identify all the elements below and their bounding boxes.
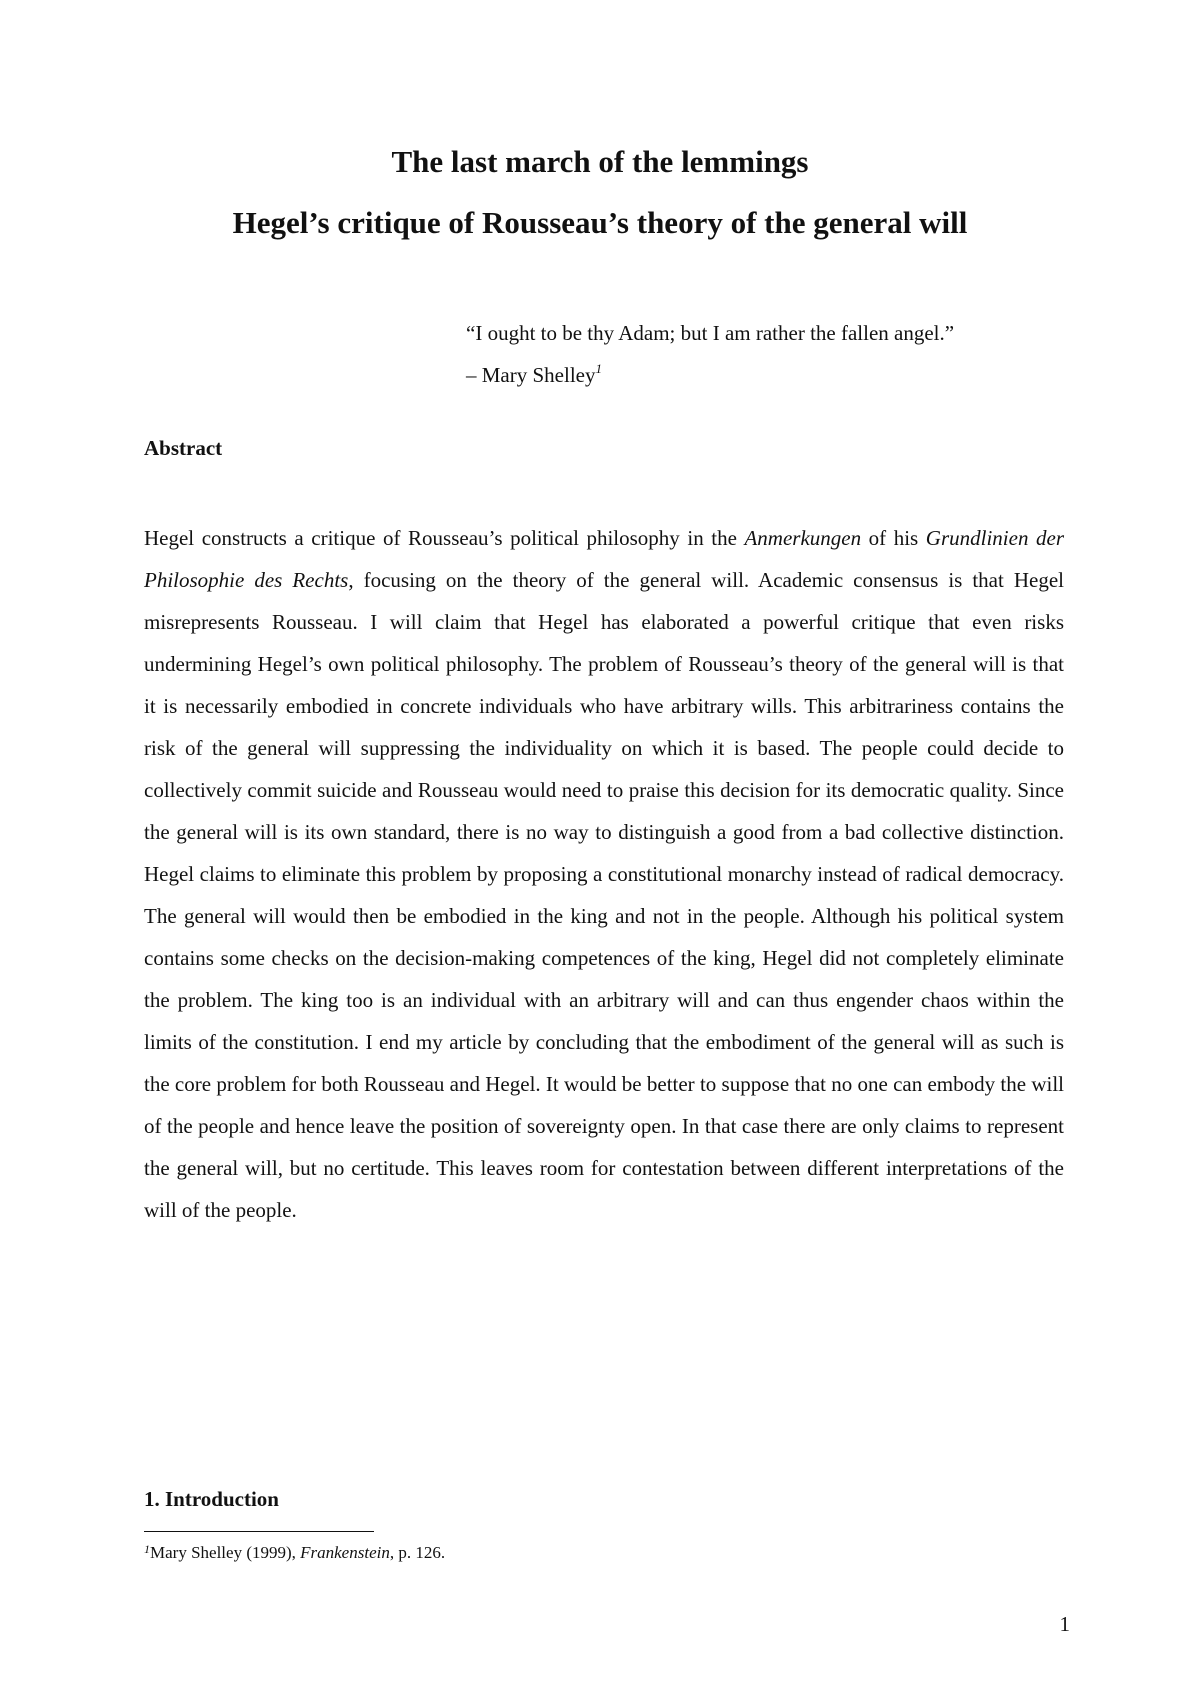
epigraph-attribution-line [466, 354, 954, 396]
abstract-text-rest: , focusing on the theory of the general will. Academic consensus is that Hegel misrepresents Rousseau. I will claim that Hegel has elaborated a powerful critique that even risks undermining Hegel’s own political philosophy. The problem of Rousseau’s theory of the general will is that it is necessarily embodied in concrete individuals who have arbitrary wills. This arbitrariness contains the risk of the general will suppressing the individuality on which it is based. The people could decide to collectively commit suicide and Rousseau would need to praise this decision for its democratic quality. Since the general will is its own standard, there is no way to distinguish a good from a bad collective distinction. Hegel claims to eliminate this problem by proposing a constitutional monarchy instead of radical democracy. The general will would then be embodied in the king and not in the people. Although his political system contains some checks on the decision-making competences of the king, Hegel did not completely eliminate the problem. The king too is an individual with an arbitrary will and can thus engender chaos within the limits of the constitution. I end my article by concluding that the embodiment of the general will as such is the core problem for both Rousseau and Hegel. It would be better to suppose that no one can embody the will of the people and hence leave the position of sovereignty open. In that case there are only claims to represent the general will, but no certitude. This leaves room for contestation between different interpretations of the will of the people. [144, 568, 1064, 1222]
section-heading-introduction: 1. Introduction [144, 1487, 279, 1511]
footnote [144, 1541, 445, 1565]
abstract-term-anmerkungen: Anmerkungen [744, 526, 862, 550]
footnote-work: Frankenstein [300, 1543, 390, 1562]
abstract-text-intro: Hegel constructs a critique of Rousseau’s political philosophy in the [144, 526, 745, 550]
epigraph-attribution: – Mary Shelley [466, 363, 596, 387]
footnote-page: , p. 126. [389, 1543, 446, 1562]
footnote-number: 1 [144, 1542, 150, 1556]
page-number: 1 [1059, 1612, 1070, 1636]
footnote-divider [144, 1531, 374, 1532]
epigraph-quote: “I ought to be thy Adam; but I am rather the fallen angel.” [466, 321, 955, 345]
abstract-text-mid: of his [861, 526, 926, 550]
title-subtitle: Hegel’s critique of Rousseau’s theory of the general will [232, 205, 968, 240]
epigraph-footnote-ref[interactable]: 1 [595, 361, 602, 376]
abstract-body [144, 517, 1064, 1231]
abstract-term-grundlinien: Grundlinien der Philosophie des Rechts [144, 526, 1065, 592]
footnote-author: Mary Shelley (1999), [150, 1543, 301, 1562]
abstract-heading: Abstract [144, 436, 223, 460]
title-block [0, 146, 1200, 238]
title-main: The last march of the lemmings [391, 144, 809, 179]
epigraph [466, 312, 954, 396]
